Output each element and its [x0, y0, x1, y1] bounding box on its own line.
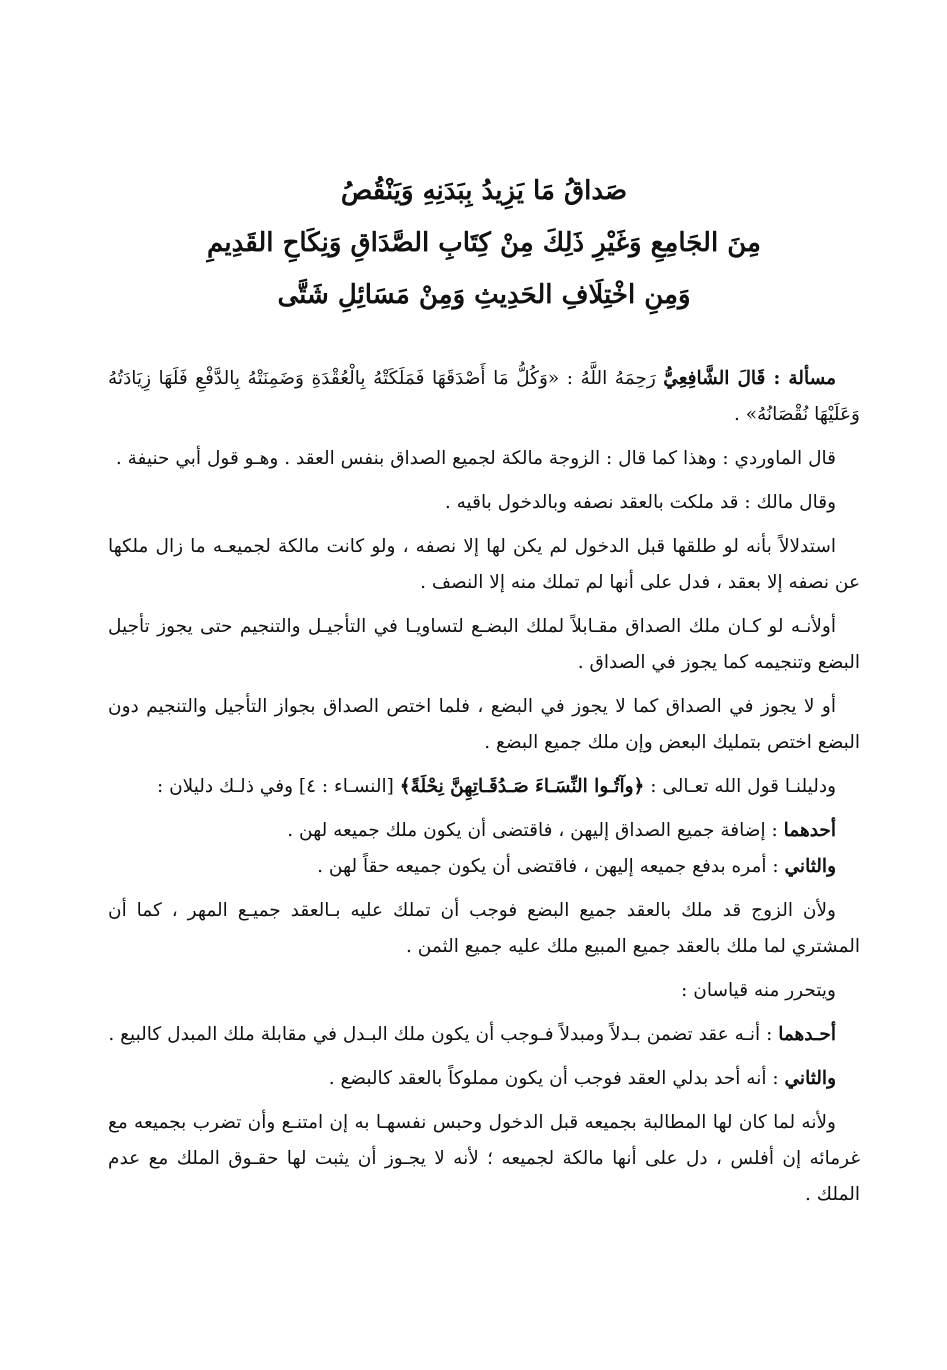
second-text: : أمره بدفع جميعه إليهن ، فاقتضى أن يكون جميعه حقاً لهن .: [317, 856, 785, 877]
title-line-3: وَمِنِ اخْتِلَافِ الحَدِيثِ وَمِنْ مَسَائِلِ شَتَّى: [277, 280, 691, 310]
qiyas-first-text: : أنـه عقد تضمن بـدلاً ومبدلاً فـوجب أن يكون ملك البـدل في مقابلة ملك المبدل كالبيع .: [108, 1024, 779, 1045]
paragraph-tajil: أولأنـه لو كـان ملك الصداق مقـابلاً لملك البضـع لتساويـا في التأجيـل والتنجيم حتى يجوز تأجيل البضع وتنجيمه كما يجوز في الصداق .: [108, 616, 860, 673]
paragraph-mutalaba: ولأنه لما كان لها المطالبة بجميعه قبل الدخول وحبس نفسهـا به إن امتنـع وأن تضرب بجميعه مع غرمائه إن أفلس ، دل على أنها مالكة لجميعه ؛ لأنه لا يجـوز أن يثبت لها حقـوق الملك مع عدم الملك .: [108, 1112, 860, 1205]
dalil-reference: [النسـاء : ٤] وفي ذلـك دليلان :: [156, 776, 400, 797]
first-text: : إضافة جميع الصداق إليهن ، فاقتضى أن يكون ملك جميعه لهن .: [287, 820, 784, 841]
paragraph-qiyasan: ويتحرر منه قياسان :: [681, 980, 836, 1001]
masala-label: مسألة :: [765, 368, 836, 389]
paragraph-malik: وقال مالك : قد ملكت بالعقد نصفه وبالدخول باقيه .: [444, 492, 836, 513]
dalil-intro: ودليلنـا قول الله تعـالى :: [644, 776, 836, 797]
paragraph-bud: أو لا يجوز في الصداق كما لا يجوز في البضع ، فلما اختص الصداق بجواز التأجيل والتنجيم دون البضع اختص بتمليك البعض وإن ملك جميع البضع .: [108, 696, 860, 753]
first-label: أحدهما: [783, 820, 836, 841]
title-line-2: مِنَ الجَامِعِ وَغَيْرِ ذَلِكَ مِنْ كِتَابِ الصَّدَاقِ وَنِكَاحِ القَدِيمِ: [207, 228, 761, 258]
paragraph-masala: [108, 361, 860, 433]
paragraph-istidlal: استدلالاً بأنه لو طلقها قبل الدخول لم يكن لها إلا نصفه ، ولو كانت مالكة لجميعـه ما زال ملكها عن نصفه إلا بعقد ، فدل على أنها لم تملك منه إلا النصف .: [108, 536, 860, 593]
second-label: والثاني: [784, 856, 836, 877]
qiyas-second-label: والثاني: [784, 1068, 836, 1089]
paragraph-mawardi: قال الماوردي : وهذا كما قال : الزوجة مالكة لجميع الصداق بنفس العقد . وهـو قول أبي حنيفة .: [115, 448, 836, 469]
paragraph-dalil-second: [108, 849, 860, 885]
shafii-label: قَالَ الشَّافِعِيُّ: [663, 368, 766, 389]
chapter-title: [108, 165, 860, 321]
qiyas-first-label: أحـدهما: [778, 1024, 836, 1045]
title-line-1: صَداقُ مَا يَزِيدُ بِبَدَنِهِ وَيَنْقُصُ: [340, 176, 628, 206]
qiyas-second-text: : أنه أحد بدلي العقد فوجب أن يكون مملوكاً بالعقد كالبضع .: [328, 1068, 785, 1089]
shafii-quote: رَحِمَهُ اللَّهُ : «وَكُلُّ مَا أَصْدَقَهَا فَمَلَكَتْهُ بِالْعُقْدَةِ وَضَمِنَتْهُ بِالدَّفْعِ فَلَهَا زِيَادَتُهُ وَعَلَيْهَا نُقْصَانُهُ» .: [108, 368, 860, 425]
quran-verse: ﴿وآتُـوا النِّسَـاءَ صَـدُقَـاتِهِنَّ نِحْلَةً﴾: [399, 776, 645, 797]
page-body: [108, 165, 860, 1221]
paragraph-zawj: ولأن الزوج قد ملك بالعقد جميع البضع فوجب أن تملك عليه بـالعقد جميـع المهر ، كما أن المشتري لما ملك بالعقد جميع المبيع ملك عليه جميع الثمن .: [108, 900, 860, 957]
paragraph-dalil-first: [108, 813, 860, 849]
paragraph-qiyas-first: [108, 1017, 860, 1053]
paragraph-dalil: [108, 769, 860, 805]
paragraph-qiyas-second: [108, 1061, 860, 1097]
